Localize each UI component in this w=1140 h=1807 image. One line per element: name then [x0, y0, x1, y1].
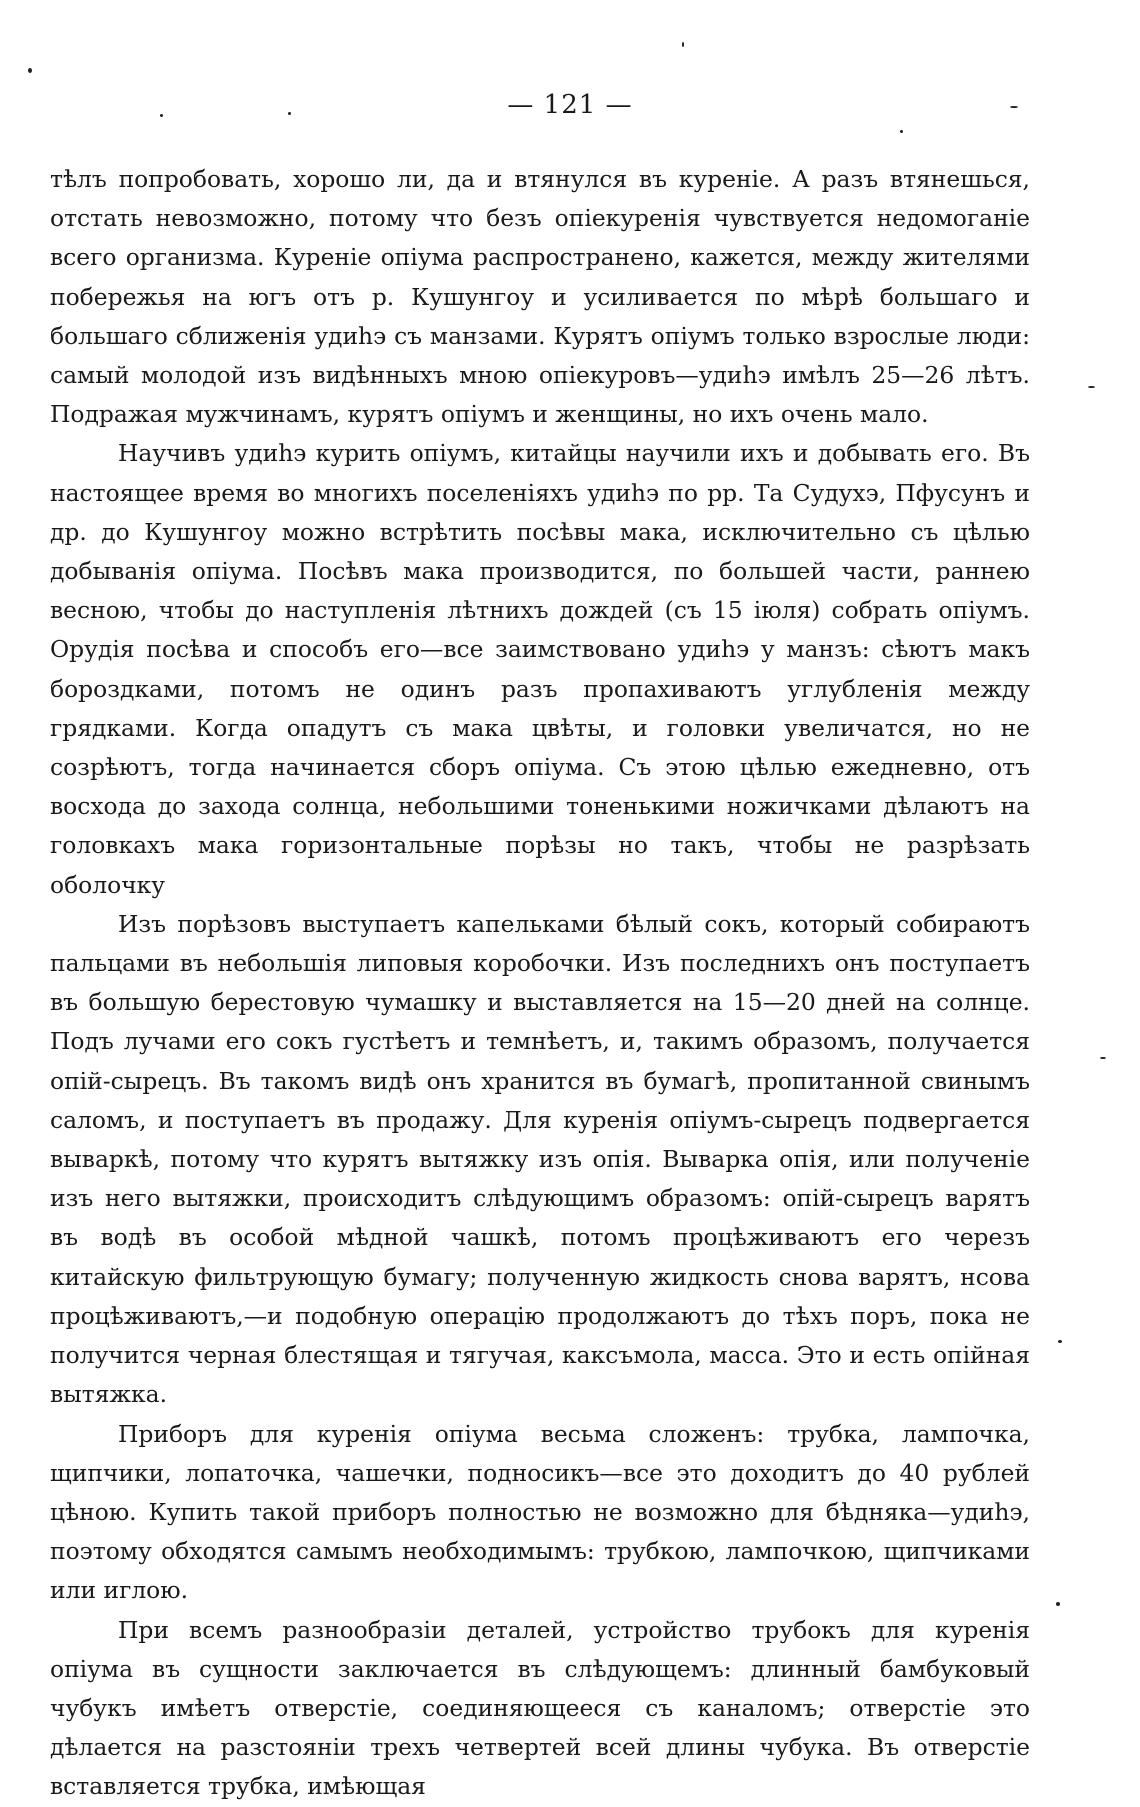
print-speck — [682, 42, 684, 47]
paragraph-4: Приборъ для куренія опіума весьма сложенъ: трубка, лампочка, щипчики, лопаточка, чашечки, подносикъ—все это доходитъ до 40 рублей цѣною. Купить такой приборъ полностью не возможно для бѣдняка—удиһэ, поэтому обходятся самымъ необходимымъ: трубкою, лампочкою, щипчиками или иглою. — [50, 1419, 1030, 1605]
paragraph-1: тѣлъ попробовать, хорошо ли, да и втянулся въ куреніе. А разъ втянешься, отстать невозможно, потому что безъ опіекуренія чувствуется недомоганіе всего организма. Куреніе опіума распространено, кажется, между жителями побережья на югъ отъ р. Кушунгоу и усиливается по мѣрѣ большаго и большаго сближенія удиһэ съ манзами. Курятъ опіумъ только взрослые люди: самый молодой изъ видѣнныхъ мною опіекуровъ—удиһэ имѣлъ 25—26 лѣтъ. Подражая мужчинамъ, курятъ опіумъ и женщины, но ихъ очень мало. — [50, 165, 1030, 429]
page-number: — 121 — — [507, 90, 633, 120]
body-text — [50, 160, 1030, 1807]
print-speck — [28, 68, 32, 73]
print-speck — [900, 130, 903, 133]
print-speck — [1088, 386, 1095, 388]
paragraph-3: Изъ порѣзовъ выступаетъ капельками бѣлый сокъ, который собираютъ пальцами въ небольшія липовыя коробочки. Изъ последнихъ онъ поступаетъ въ большую берестовую чумашку и выставляется на 15—20 дней на солнце. Подъ лучами его сокъ густѣетъ и темнѣетъ, и, такимъ образомъ, получается опій-сырецъ. Въ такомъ видѣ онъ хранится въ бумагѣ, пропитанной свинымъ саломъ, и поступаетъ въ продажу. Для куренія опіумъ-сырецъ подвергается вываркѣ, потому что курятъ вытяжку изъ опія. Выварка опія, или полученіе изъ него вытяжки, происходитъ слѣдующимъ образомъ: опій-сырецъ варятъ въ водѣ въ особой мѣдной чашкѣ, потомъ процѣживаютъ его черезъ китайскую фильтрующую бумагу; полученную жидкость снова варятъ, нсова процѣживаютъ,—и подобную операцію продолжаютъ до тѣхъ поръ, пока не получится черная блестящая и тягучая, каксъмола, масса. Это и есть опійная вытяжка. — [50, 909, 1030, 1409]
paragraph-2: Научивъ удиһэ курить опіумъ, китайцы научили ихъ и добывать его. Въ настоящее время во многихъ поселеніяхъ удиһэ по рр. Та Судухэ, Пфусунъ и др. до Кушунгоу можно встрѣтить посѣвы мака, исключительно съ цѣлью добыванія опіума. Посѣвъ мака производится, по большей части, раннею весною, чтобы до наступленія лѣтнихъ дождей (съ 15 іюля) собрать опіумъ. Орудія посѣва и способъ его—все заимствовано удиһэ у манзъ: сѣютъ макъ бороздками, потомъ не одинъ разъ пропахиваютъ углубленія между грядками. Когда опадутъ съ мака цвѣты, и головки увеличатся, но не созрѣютъ, тогда начинается сборъ опіума. Съ этою цѣлью ежедневно, отъ восхода до захода солнца, небольшими тоненькими ножичками дѣлаютъ на головкахъ мака горизонтальные порѣзы но такъ, чтобы не разрѣзать оболочку — [50, 439, 1030, 899]
print-speck — [1058, 1340, 1062, 1343]
print-speck — [1056, 1602, 1060, 1606]
print-speck — [1100, 1057, 1106, 1059]
paragraph-5: При всемъ разнообразіи деталей, устройство трубокъ для куренія опіума въ сущности заключается въ слѣдующемъ: длинный бамбуковый чубукъ имѣетъ отверстіе, соединяющееся съ каналомъ; отверстіе это дѣлается на разстояніи трехъ четвертей всей длины чубука. Въ отверстіе вставляется трубка, имѣющая — [50, 1615, 1030, 1801]
